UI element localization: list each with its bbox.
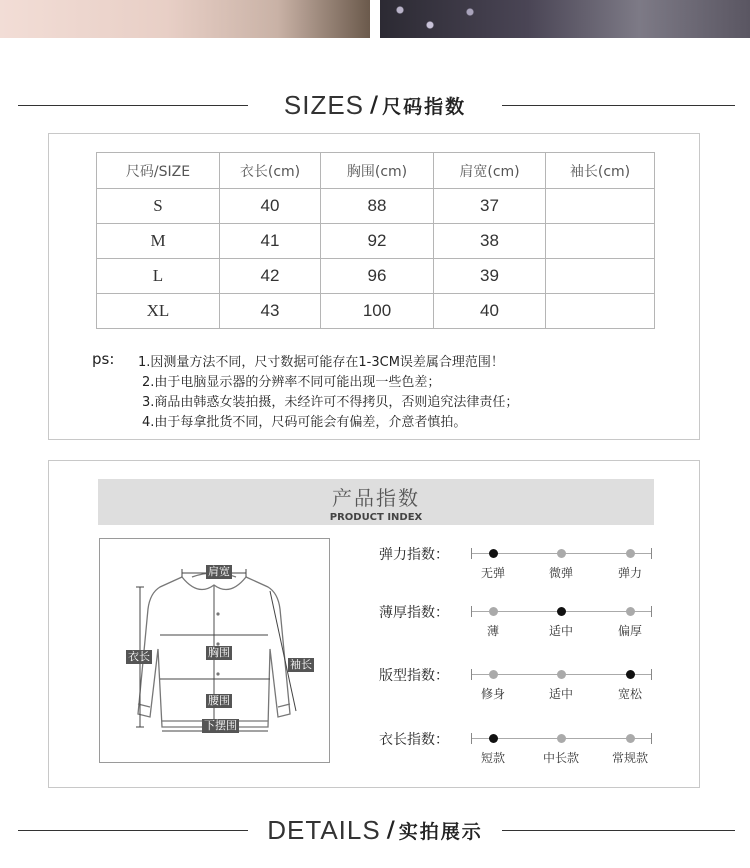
scale-label: 薄厚指数： (379, 605, 449, 621)
scale-option-label: 薄 (486, 624, 500, 638)
shoulder-header-cell: 肩宽(cm) (434, 153, 546, 189)
table-row (97, 294, 655, 329)
shoulder-cell: 40 (434, 294, 546, 329)
product-index-panel (48, 460, 700, 788)
product-index-banner (98, 479, 654, 525)
size-table-header-row (97, 153, 655, 189)
chest-cell: 96 (321, 259, 434, 294)
size-chart-panel (48, 133, 700, 440)
chest-header-cell: 胸围(cm) (321, 153, 434, 189)
details-title-en: DETAILS (267, 814, 381, 845)
product-index-title-en: PRODUCT INDEX (329, 512, 423, 523)
scale-dot (626, 549, 635, 558)
product-photo-right (380, 0, 750, 38)
sizes-title-slash: / (370, 92, 379, 118)
sizes-heading (0, 90, 750, 120)
garment-diagram (99, 538, 330, 763)
scale-label: 衣长指数： (379, 732, 449, 748)
scale-dot (557, 670, 566, 679)
scale-dot-selected (557, 607, 566, 616)
shoulder-cell: 38 (434, 224, 546, 259)
sizes-title-cn: 尺码指数 (382, 95, 467, 118)
table-row (97, 224, 655, 259)
sleeve-header-cell: 袖长(cm) (546, 153, 655, 189)
scale-dot-selected (489, 734, 498, 743)
size-cell: XL (97, 294, 220, 329)
scale-end-cap (471, 733, 472, 744)
sleeve-cell (546, 189, 655, 224)
heading-rule-right (502, 830, 735, 831)
length-scale (379, 729, 679, 769)
thickness-scale (379, 602, 679, 642)
chest-cell: 100 (321, 294, 434, 329)
scale-option-label: 宽松 (617, 687, 643, 701)
note-item: 4.由于每拿批货不同，尺码可能会有偏差，介意者慎拍。 (142, 415, 467, 430)
size-table (96, 152, 655, 329)
heading-rule-right (502, 105, 735, 106)
sleeve-tag: 袖长 (290, 658, 312, 671)
scale-option-label: 偏厚 (617, 624, 643, 638)
scale-option-label: 微弹 (548, 566, 574, 580)
scale-end-cap (471, 548, 472, 559)
scale-end-cap (651, 669, 652, 680)
shoulder-cell: 37 (434, 189, 546, 224)
table-row (97, 259, 655, 294)
scale-dot (557, 549, 566, 558)
scale-dot (557, 734, 566, 743)
sleeve-cell (546, 259, 655, 294)
scale-dot (489, 670, 498, 679)
size-header-cell: 尺码/SIZE (97, 153, 220, 189)
scale-end-cap (651, 548, 652, 559)
scale-dot-selected (626, 670, 635, 679)
length-cell: 41 (220, 224, 321, 259)
scale-option-label: 短款 (480, 751, 506, 765)
scale-label: 弹力指数： (379, 547, 449, 563)
chest-cell: 88 (321, 189, 434, 224)
length-cell: 42 (220, 259, 321, 294)
scale-end-cap (651, 733, 652, 744)
details-title-slash: / (386, 817, 395, 843)
scale-option-label: 常规款 (611, 751, 649, 765)
sleeve-cell (546, 224, 655, 259)
heading-rule-left (18, 105, 248, 106)
scale-label: 版型指数： (379, 668, 449, 684)
product-photo-strip (0, 0, 750, 38)
sizes-title-en: SIZES (283, 89, 365, 120)
note-item: 2.由于电脑显示器的分辨率不同可能出现一些色差； (142, 375, 441, 390)
elasticity-scale (379, 544, 679, 584)
fit-scale (379, 665, 679, 705)
sleeve-cell (546, 294, 655, 329)
details-title-cn: 实拍展示 (398, 820, 483, 843)
scale-dot-selected (489, 549, 498, 558)
size-cell: S (97, 189, 220, 224)
scale-end-cap (471, 669, 472, 680)
note-item: 3.商品由韩惑女装拍摄，未经许可不得拷贝，否则追究法律责任； (142, 395, 519, 410)
scale-option-label: 适中 (548, 624, 574, 638)
scale-option-label: 无弹 (480, 566, 506, 580)
scale-dot (626, 607, 635, 616)
chest-tag: 胸围 (208, 646, 230, 659)
scale-dot (626, 734, 635, 743)
heading-rule-left (18, 830, 248, 831)
length-cell: 40 (220, 189, 321, 224)
table-row (97, 189, 655, 224)
chest-cell: 92 (321, 224, 434, 259)
product-photo-left (0, 0, 370, 38)
note-item: 1.因测量方法不同，尺寸数据可能存在1-3CM误差属合理范围！ (138, 355, 504, 370)
scale-option-label: 适中 (548, 687, 574, 701)
scale-end-cap (651, 606, 652, 617)
scale-option-label: 修身 (480, 687, 506, 701)
length-cell: 43 (220, 294, 321, 329)
scale-dot (489, 607, 498, 616)
scale-option-label: 中长款 (542, 751, 580, 765)
waist-tag: 腰围 (208, 694, 230, 707)
size-cell: L (97, 259, 220, 294)
scale-end-cap (471, 606, 472, 617)
details-heading (0, 815, 750, 845)
shoulder-tag: 肩宽 (208, 565, 230, 578)
notes-label: ps: (92, 350, 115, 368)
shoulder-cell: 39 (434, 259, 546, 294)
product-index-title-cn: 产品指数 (332, 486, 420, 510)
length-header-cell: 衣长(cm) (220, 153, 321, 189)
size-cell: M (97, 224, 220, 259)
length-tag: 衣长 (128, 650, 150, 663)
scale-option-label: 弹力 (617, 566, 643, 580)
hem-tag: 下摆围 (204, 719, 237, 732)
